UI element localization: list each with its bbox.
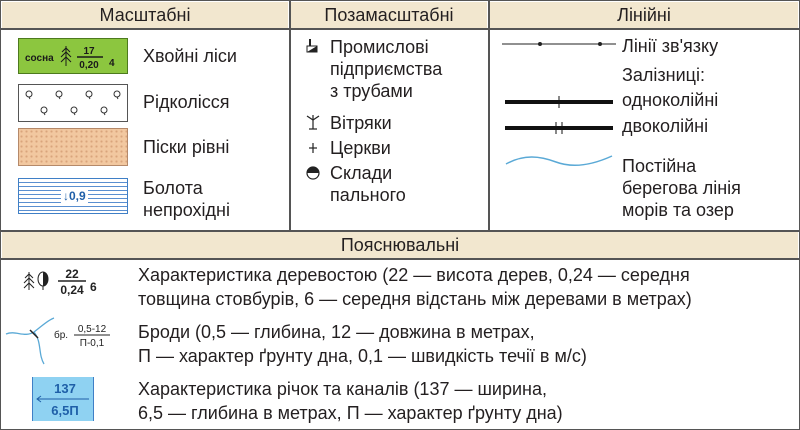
swamp-label-line2: непрохідні bbox=[143, 200, 230, 220]
railways-title: Залізниці: bbox=[622, 65, 705, 85]
sand-label: Піски рівні bbox=[143, 137, 230, 157]
swamp-label bbox=[143, 177, 230, 221]
shoreline-label-line: морів та озер bbox=[622, 200, 734, 220]
divider bbox=[0, 258, 800, 260]
conifer-icon bbox=[61, 46, 71, 66]
divider bbox=[0, 28, 800, 30]
factory-label bbox=[330, 36, 442, 102]
river-width-value: 137 bbox=[54, 381, 76, 396]
shoreline-label bbox=[622, 155, 741, 221]
factory-label-line: Промислові bbox=[330, 37, 429, 57]
header-explanatory: Пояснювальні bbox=[2, 232, 798, 258]
header-linear: Лінійні bbox=[490, 2, 798, 28]
ford-depth-length: 0,5-12 bbox=[77, 324, 107, 335]
swamp-symbol bbox=[18, 178, 128, 214]
church-label: Церкви bbox=[330, 138, 391, 158]
height-value: 17 bbox=[83, 46, 95, 57]
forest-stand-description bbox=[138, 263, 692, 311]
factory-icon bbox=[306, 38, 320, 54]
description-line: П — характер ґрунту дна, 0,1 — швидкість течії в м/с) bbox=[138, 346, 587, 366]
header-offscale: Позамасштабні bbox=[291, 2, 487, 28]
river-characteristic-symbol bbox=[32, 377, 94, 421]
distance-value: 4 bbox=[109, 58, 115, 69]
single-track-label: одноколійні bbox=[622, 90, 719, 110]
sparse-forest-label: Рідколісся bbox=[143, 92, 230, 112]
fuel-depot-icon bbox=[305, 165, 321, 181]
divider bbox=[0, 230, 800, 232]
ford-soil-speed: П-0,1 bbox=[79, 338, 105, 349]
windmill-icon bbox=[305, 114, 321, 130]
swamp-label-line1: Болота bbox=[143, 178, 203, 198]
fuel-depot-label-line: пального bbox=[330, 185, 406, 205]
sparse-forest-symbol bbox=[18, 84, 128, 122]
church-icon bbox=[306, 141, 320, 155]
shoreline-symbol bbox=[504, 150, 616, 174]
forest-stand-symbol bbox=[20, 264, 120, 298]
shoreline-label-line: берегова лінія bbox=[622, 178, 741, 198]
description-line: Броди (0,5 — глибина, 12 — довжина в метрах, bbox=[138, 322, 535, 342]
sparse-tree-pattern bbox=[19, 85, 127, 121]
river-description bbox=[138, 377, 563, 425]
factory-label-line: підприємства bbox=[330, 59, 443, 79]
double-track-label: двоколійні bbox=[622, 116, 709, 136]
communication-line-label: Лінії зв'язку bbox=[622, 36, 719, 56]
stand-thickness-value: 0,24 bbox=[60, 283, 84, 297]
windmill-label: Вітряки bbox=[330, 113, 392, 133]
header-scale: Масштабні bbox=[2, 2, 288, 28]
single-track-railway-symbol bbox=[505, 95, 615, 109]
shoreline-label-line: Постійна bbox=[622, 156, 697, 176]
tree-species-label: сосна bbox=[25, 53, 54, 64]
river-depth-value: 6,5П bbox=[51, 403, 79, 418]
divider bbox=[488, 0, 490, 230]
coniferous-forest-label: Хвойні ліси bbox=[143, 46, 237, 66]
double-track-railway-symbol bbox=[505, 121, 615, 135]
communication-line-symbol bbox=[500, 39, 620, 49]
stand-height-value: 22 bbox=[65, 267, 79, 281]
description-line: 6,5 — глибина в метрах, П — характер ґрунту дна) bbox=[138, 403, 563, 423]
fuel-depot-label bbox=[330, 162, 406, 206]
sand-symbol bbox=[18, 128, 128, 166]
divider bbox=[289, 0, 291, 230]
description-line: Характеристика річок та каналів (137 — ширина, bbox=[138, 379, 547, 399]
stand-distance-value: 6 bbox=[90, 280, 97, 294]
coniferous-forest-symbol bbox=[18, 38, 128, 74]
description-line: Характеристика деревостою (22 — висота дерев, 0,24 — середня bbox=[138, 265, 690, 285]
deciduous-icon bbox=[38, 272, 48, 290]
thickness-value: 0,20 bbox=[79, 60, 99, 71]
ford-description bbox=[138, 320, 587, 368]
ford-prefix: бр. bbox=[54, 330, 69, 341]
ford-symbol bbox=[4, 316, 124, 366]
conifer-icon bbox=[24, 272, 34, 290]
factory-label-line: з трубами bbox=[330, 81, 413, 101]
fuel-depot-label-line: Склади bbox=[330, 163, 393, 183]
description-line: товщина стовбурів, 6 — середня відстань між деревами в метрах) bbox=[138, 289, 692, 309]
swamp-depth-value: ↓0,9 bbox=[63, 189, 86, 203]
